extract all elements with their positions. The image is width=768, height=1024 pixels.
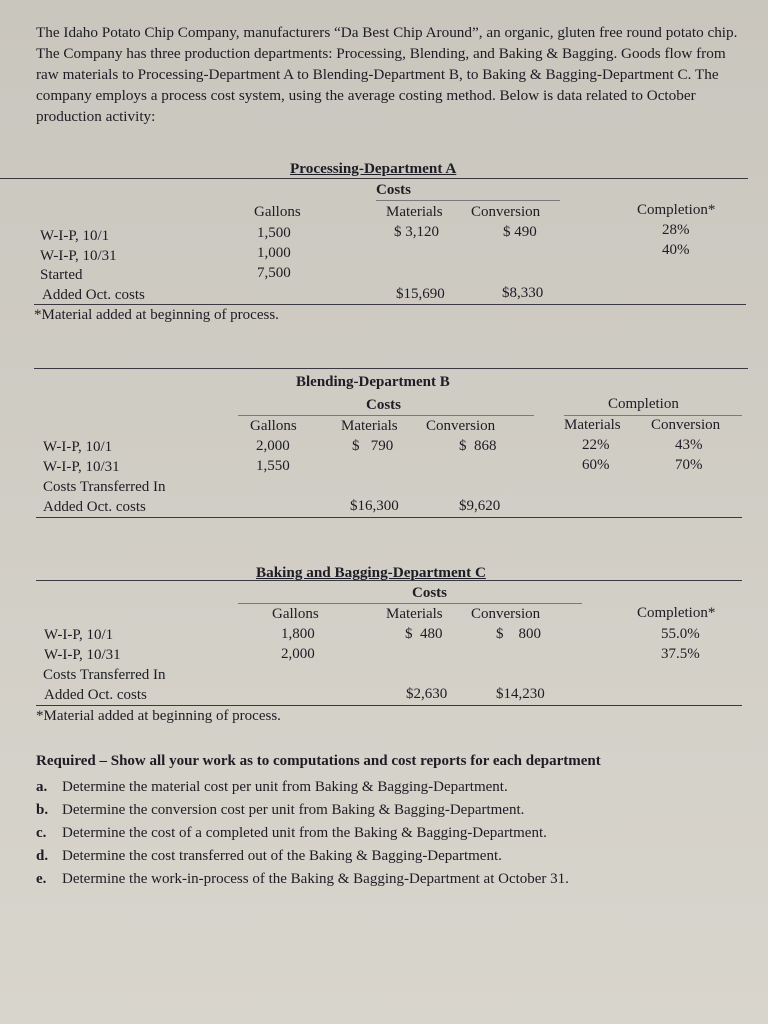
- dept-b-row-comp-materials: 60%: [582, 457, 610, 473]
- dept-c-col-completion: Completion*: [637, 605, 716, 621]
- dept-b-col-comp-materials: Materials: [564, 417, 621, 433]
- dept-b-row-gallons: 1,550: [256, 458, 290, 474]
- item-letter: b.: [36, 802, 49, 818]
- costs-rule: [376, 200, 560, 201]
- dept-a-col-completion: Completion*: [637, 202, 716, 218]
- list-item: [36, 799, 748, 822]
- dept-b-row-label: Added Oct. costs: [43, 499, 146, 515]
- dept-c-col-gallons: Gallons: [272, 606, 319, 622]
- dept-b-col-conversion: Conversion: [426, 418, 496, 434]
- dept-b-row-label: Costs Transferred In: [43, 479, 166, 495]
- item-text: Determine the work-in-process of the Baking & Bagging-Department at October 31.: [62, 871, 569, 887]
- dept-a-row-materials: $ 3,120: [394, 224, 439, 240]
- dept-b-row-materials: $ 790: [352, 438, 394, 454]
- dept-b-row-label: W-I-P, 10/1: [43, 439, 113, 455]
- costs-rule: [238, 603, 582, 604]
- dept-a-costs-label: Costs: [376, 182, 412, 198]
- item-text: Determine the material cost per unit from Baking & Bagging-Department.: [62, 779, 508, 795]
- divider: [34, 368, 748, 369]
- dept-b-row-conversion: $9,620: [459, 498, 501, 514]
- dept-b-row-materials: $16,300: [350, 498, 399, 514]
- dept-c-row-materials: $ 480: [405, 626, 443, 642]
- dept-b-row-comp-conversion: 70%: [675, 457, 703, 473]
- list-item: [36, 868, 748, 891]
- item-text: Determine the cost of a completed unit from the Baking & Bagging-Department.: [62, 825, 547, 841]
- dept-c-col-conversion: Conversion: [471, 606, 541, 622]
- dept-c-row-completion: 37.5%: [661, 646, 700, 662]
- dept-a-title: Processing-Department A: [290, 160, 457, 177]
- dept-b-row-label: W-I-P, 10/31: [43, 459, 120, 475]
- dept-a-row-gallons: 7,500: [257, 265, 291, 281]
- divider: [0, 178, 748, 179]
- dept-c-row-completion: 55.0%: [661, 626, 700, 642]
- dept-b-row-gallons: 2,000: [256, 438, 290, 454]
- dept-c-row-label: Costs Transferred In: [43, 667, 166, 683]
- costs-rule: [238, 415, 534, 416]
- dept-b-title: Blending-Department B: [296, 374, 450, 390]
- completion-rule: [564, 415, 742, 416]
- dept-b-row-comp-conversion: 43%: [675, 437, 703, 453]
- list-item: [36, 822, 748, 845]
- dept-b-col-materials: Materials: [341, 418, 398, 434]
- dept-a-row-conversion: $8,330: [502, 285, 544, 301]
- item-letter: d.: [36, 848, 49, 864]
- required-heading: Required – Show all your work as to computations and cost reports for each department: [36, 753, 601, 769]
- dept-c-row-gallons: 2,000: [281, 646, 315, 662]
- dept-c-row-conversion: $14,230: [496, 686, 545, 702]
- divider: [36, 705, 742, 706]
- item-letter: a.: [36, 779, 48, 795]
- required-list: [36, 776, 748, 891]
- dept-c-col-materials: Materials: [386, 606, 443, 622]
- dept-a-footnote: *Material added at beginning of process.: [34, 307, 279, 323]
- intro-paragraph: The Idaho Potato Chip Company, manufacturers “Da Best Chip Around”, an organic, gluten free round potato chip. The Company has three production departments: Processing, Blending, and Baking & Bagging. Goods flow from raw materials to Processing-Department A to Blending-Department B, to Baking & Bagging-Department C. The company employs a process cost system, using the average costing method. Below is data related to October production activity:: [36, 24, 738, 125]
- dept-a-col-gallons: Gallons: [254, 204, 301, 220]
- dept-c-title: Baking and Bagging-Department C: [256, 564, 486, 581]
- item-text: Determine the cost transferred out of the Baking & Bagging-Department.: [62, 848, 502, 864]
- dept-a-row-completion: 28%: [662, 222, 690, 238]
- dept-a-row-label: W-I-P, 10/31: [40, 248, 117, 264]
- dept-b-row-comp-materials: 22%: [582, 437, 610, 453]
- dept-c-row-label: W-I-P, 10/31: [44, 647, 121, 663]
- dept-b-col-comp-conversion: Conversion: [651, 417, 721, 433]
- dept-b-col-gallons: Gallons: [250, 418, 297, 434]
- dept-a-col-materials: Materials: [386, 204, 443, 220]
- dept-c-row-label: W-I-P, 10/1: [44, 627, 114, 643]
- list-item: [36, 776, 748, 799]
- divider: [34, 304, 746, 305]
- dept-b-completion-label: Completion: [608, 396, 679, 412]
- dept-a-row-conversion: $ 490: [503, 224, 537, 240]
- dept-a-row-materials: $15,690: [396, 286, 445, 302]
- dept-b-row-conversion: $ 868: [459, 438, 497, 454]
- dept-a-col-conversion: Conversion: [471, 204, 541, 220]
- list-item: [36, 845, 748, 868]
- divider: [36, 517, 742, 518]
- item-text: Determine the conversion cost per unit from Baking & Bagging-Department.: [62, 802, 525, 818]
- dept-c-row-materials: $2,630: [406, 686, 448, 702]
- dept-c-costs-label: Costs: [412, 585, 448, 601]
- item-letter: e.: [36, 871, 47, 887]
- dept-a-row-label: Added Oct. costs: [42, 287, 145, 303]
- item-letter: c.: [36, 825, 47, 841]
- dept-a-row-label: Started: [40, 267, 83, 283]
- dept-c-row-label: Added Oct. costs: [44, 687, 147, 703]
- dept-a-row-gallons: 1,000: [257, 245, 291, 261]
- dept-a-row-completion: 40%: [662, 242, 690, 258]
- dept-a-row-label: W-I-P, 10/1: [40, 228, 110, 244]
- dept-c-row-gallons: 1,800: [281, 626, 315, 642]
- dept-a-row-gallons: 1,500: [257, 225, 291, 241]
- dept-c-footnote: *Material added at beginning of process.: [36, 708, 281, 724]
- dept-b-costs-label: Costs: [366, 397, 402, 413]
- dept-c-row-conversion: $ 800: [496, 626, 541, 642]
